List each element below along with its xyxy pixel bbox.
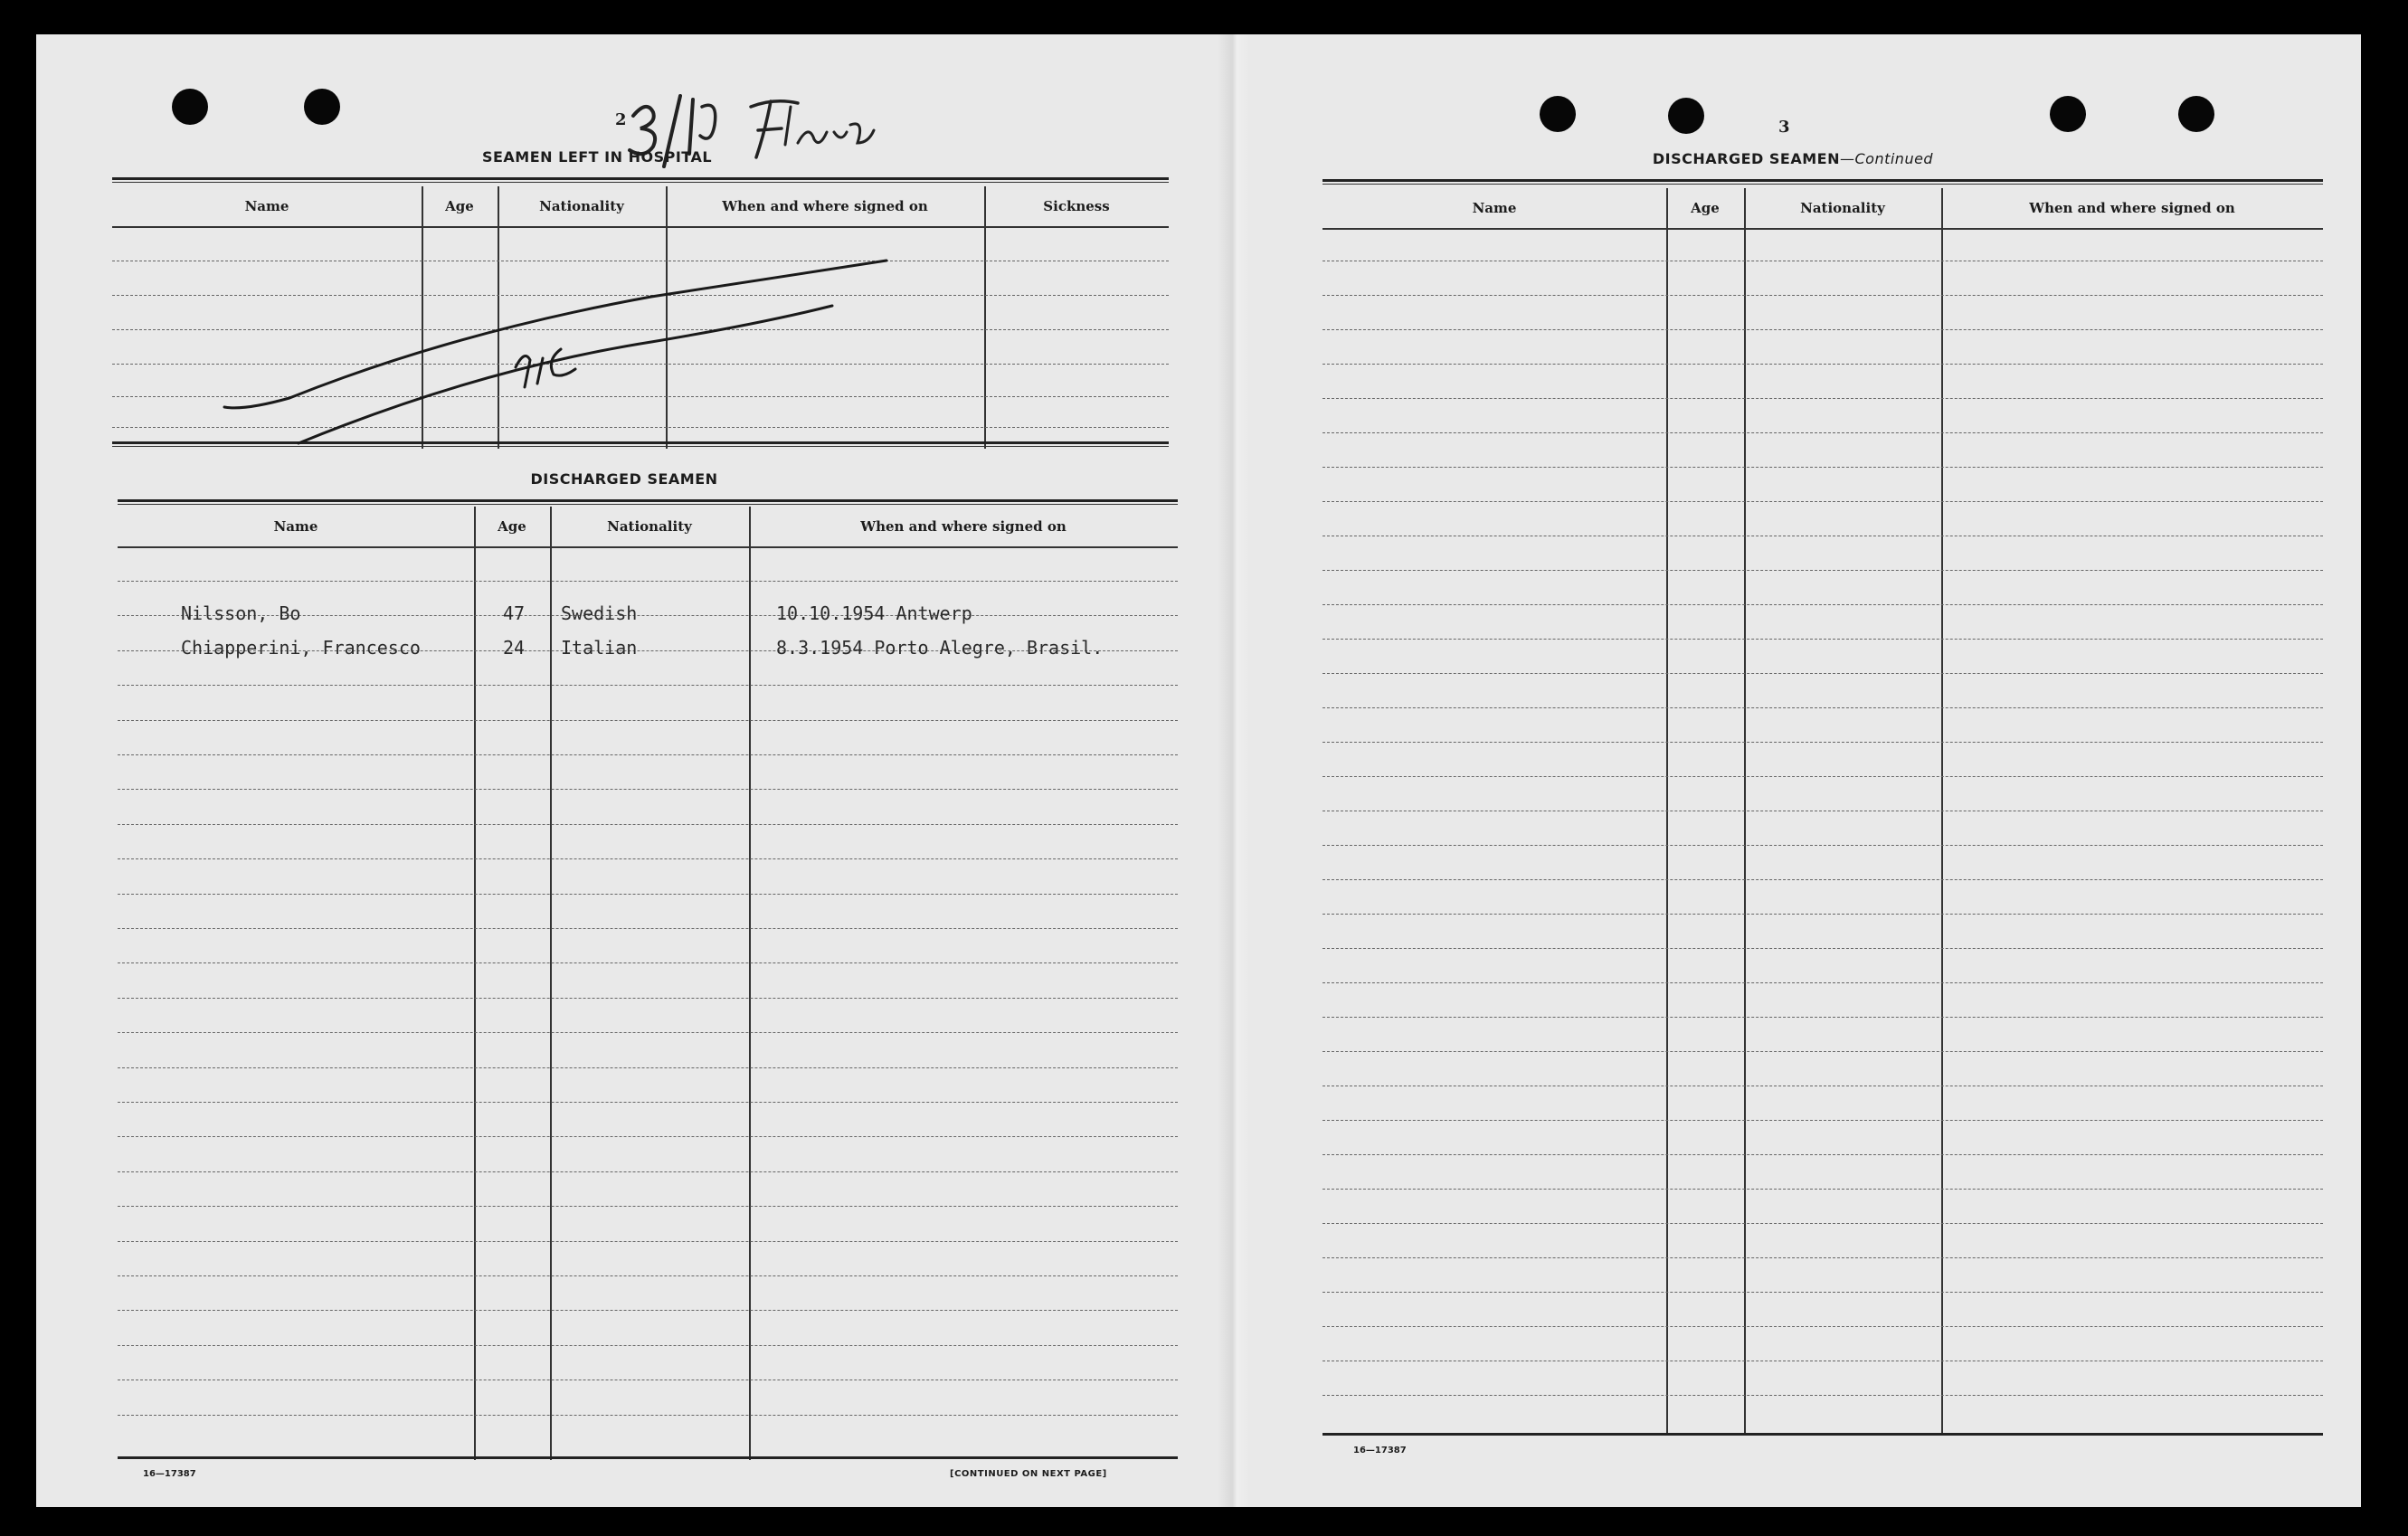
cell-name: Chiapperini, Francesco: [181, 637, 421, 659]
discharged-top-rule: [118, 499, 1178, 502]
row-line: [118, 1171, 1178, 1172]
page-fold: [1218, 34, 1250, 1507]
discharged-top-rule-thin: [118, 504, 1178, 505]
col-header-age: Age: [1691, 200, 1720, 216]
header-underline: [118, 546, 1178, 548]
col-header-nationality: Nationality: [607, 518, 692, 535]
discharged-bottom-rule: [118, 1456, 1178, 1459]
row-line: [1323, 673, 2323, 674]
col-divider: [1744, 188, 1746, 1435]
row-line: [1323, 1189, 2323, 1190]
page-number: 2: [615, 110, 627, 129]
left-page: [36, 34, 1218, 1507]
row-line: [118, 1415, 1178, 1416]
cell-nationality: Swedish: [561, 602, 638, 624]
crew-list-sheet: [36, 34, 2361, 1507]
row-line: [1323, 914, 2323, 915]
row-line: [1323, 604, 2323, 605]
row-line: [1323, 639, 2323, 640]
continued-note: [CONTINUED ON NEXT PAGE]: [950, 1469, 1107, 1479]
row-line: [1323, 707, 2323, 708]
row-line: [118, 824, 1178, 825]
form-number: 16—17387: [143, 1469, 196, 1479]
table-row: [118, 602, 1178, 624]
row-line: [118, 858, 1178, 859]
col-header-age: Age: [445, 198, 474, 214]
row-line: [1323, 329, 2323, 330]
row-line: [1323, 1223, 2323, 1224]
row-line: [1323, 845, 2323, 846]
row-line: [1323, 1395, 2323, 1396]
col-header-name: Name: [273, 518, 318, 535]
row-line: [1323, 398, 2323, 399]
row-line: [118, 1345, 1178, 1346]
table-row: [118, 637, 1178, 659]
continued-table: [1323, 188, 2323, 1435]
row-line: [118, 1241, 1178, 1242]
row-line: [118, 754, 1178, 755]
col-divider: [1941, 188, 1943, 1435]
row-line: [1323, 501, 2323, 502]
row-line: [1323, 364, 2323, 365]
row-line: [118, 1275, 1178, 1276]
col-header-name: Name: [244, 198, 289, 214]
cell-age: 24: [503, 637, 526, 659]
title-suffix: —Continued: [1839, 150, 1934, 167]
row-line: [118, 685, 1178, 686]
col-header-signed-on: When and where signed on: [722, 198, 928, 214]
row-line: [118, 962, 1178, 963]
continued-bottom-rule: [1323, 1433, 2323, 1436]
row-line: [118, 1067, 1178, 1068]
row-line: [118, 581, 1178, 582]
top-rule: [1323, 179, 2323, 182]
top-rule-thin: [1323, 184, 2323, 185]
row-line: [1323, 1051, 2323, 1052]
discharged-continued-title: [1522, 150, 2064, 167]
row-line: [1323, 879, 2323, 880]
row-line: [118, 894, 1178, 895]
header-underline: [1323, 228, 2323, 230]
row-line: [118, 928, 1178, 929]
row-line: [1323, 295, 2323, 296]
cell-signed-on: 10.10.1954 Antwerp: [776, 602, 972, 624]
row-line: [1323, 742, 2323, 743]
row-line: [1323, 467, 2323, 468]
col-header-nationality: Nationality: [539, 198, 624, 214]
row-line: [1323, 1292, 2323, 1293]
cell-signed-on: 8.3.1954 Porto Alegre, Brasil.: [776, 637, 1104, 659]
nil-strike-mark: [181, 233, 923, 487]
row-line: [118, 1310, 1178, 1311]
row-line: [118, 998, 1178, 999]
col-header-signed-on: When and where signed on: [2029, 200, 2235, 216]
cell-nationality: Italian: [561, 637, 638, 659]
row-line: [1323, 432, 2323, 433]
row-line: [118, 1136, 1178, 1137]
row-line: [1323, 1326, 2323, 1327]
col-header-name: Name: [1472, 200, 1517, 216]
col-divider: [1666, 188, 1668, 1435]
col-header-age: Age: [498, 518, 526, 535]
row-line: [1323, 570, 2323, 571]
row-line: [1323, 1257, 2323, 1258]
col-header-nationality: Nationality: [1800, 200, 1885, 216]
top-rule: [112, 177, 1169, 180]
col-header-signed-on: When and where signed on: [860, 518, 1067, 535]
form-number: 16—17387: [1353, 1446, 1407, 1455]
row-line: [1323, 1154, 2323, 1155]
page-number: 3: [1778, 118, 1790, 137]
cell-name: Nilsson, Bo: [181, 602, 301, 624]
right-page: [1250, 34, 2361, 1507]
header-underline: [112, 226, 1169, 228]
row-line: [1323, 1120, 2323, 1121]
title-main: DISCHARGED SEAMEN: [1652, 150, 1840, 167]
row-line: [1323, 1017, 2323, 1018]
row-line: [1323, 776, 2323, 777]
hospital-section-title: SEAMEN LEFT IN HOSPITAL: [481, 148, 713, 166]
row-line: [1323, 982, 2323, 983]
cell-age: 47: [503, 602, 526, 624]
row-line: [118, 1206, 1178, 1207]
row-line: [118, 789, 1178, 790]
top-rule-thin: [112, 182, 1169, 183]
row-line: [118, 720, 1178, 721]
row-line: [1323, 948, 2323, 949]
col-header-sickness: Sickness: [1043, 198, 1110, 214]
discharged-section-title: DISCHARGED SEAMEN: [530, 470, 718, 488]
row-line: [118, 1102, 1178, 1103]
row-line: [118, 1032, 1178, 1033]
